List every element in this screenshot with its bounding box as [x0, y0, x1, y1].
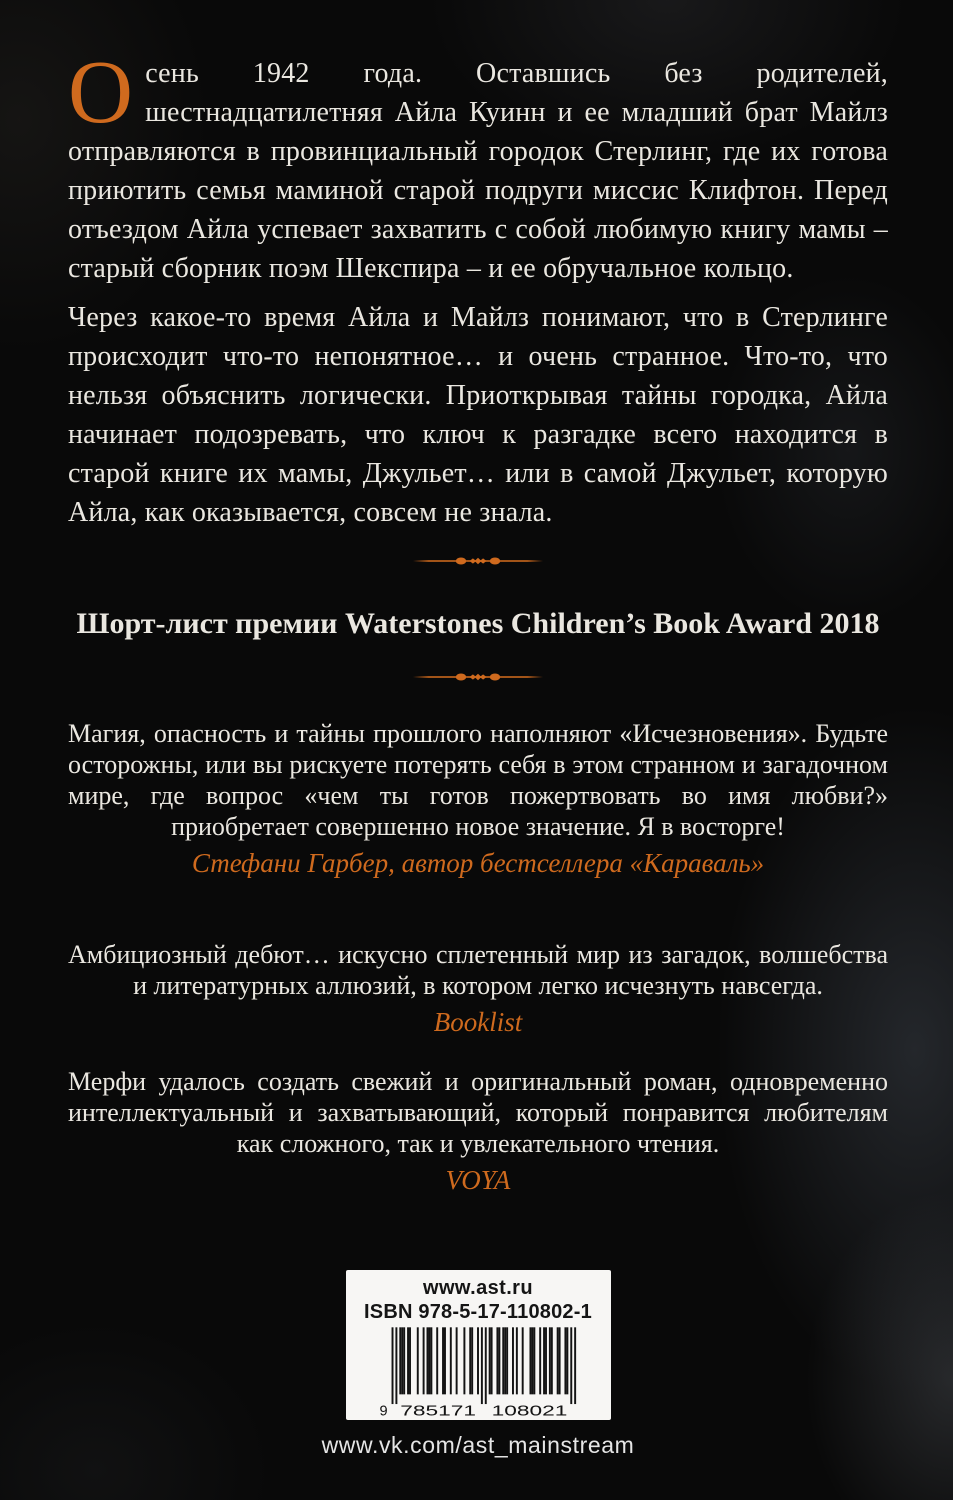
barcode-box: [346, 1270, 611, 1420]
publisher-website: www.ast.ru: [423, 1277, 533, 1299]
vk-community-link: www.vk.com/ast_mainstream: [321, 1432, 635, 1458]
award-shortlist-line: Шорт-лист премии Waterstones Children’s Book Award 2018: [76, 607, 880, 640]
review-attribution-booklist: Booklist: [433, 1007, 523, 1037]
ornament-divider-icon: [413, 554, 543, 568]
annotation-paragraph-2: Через какое-то время Айла и Майлз понимают, что в Стерлинге происходит что-то непонятное… и очень странное. Что-то, что нельзя объяснить логически. Приоткрывая тайны городка, Айла начинает подозревать, что ключ к разгадке всего находится в старой книге их мамы, Джульет… или в самой Джульет, которую Айла, как оказывается, совсем не знала.: [68, 302, 888, 528]
ornament-divider-icon: [413, 670, 543, 684]
annotation-paragraph-1: [68, 43, 888, 288]
review-quote-voya: Мерфи удалось создать свежий и оригинальный роман, одновременно интеллектуальный и захватывающий, который понравится любителям как сложного, так и увлекательного чтения.: [68, 1067, 888, 1158]
ornament-divider-bottom: [68, 670, 888, 684]
review-quote-garber: Магия, опасность и тайны прошлого наполняют «Исчезновения». Будьте осторожны, или вы рискуете потерять себя в этом странном и загадочном мире, где вопрос «чем ты готов пожертвовать во имя любви?» приобретает совершенно новое значение. Я в восторге!: [68, 719, 888, 841]
annotation-paragraph-1-text: сень 1942 года. Оставшись без родителей, шестнадцатилетняя Айла Куинн и ее младший брат Майлз отправляются в провинциальный городок Стерлинг, где их готова приютить семья маминой старой подруги миссис Клифтон. Перед отъездом Айла успевает захватить с собой любимую книгу мамы – старый сборник поэм Шекспира – и ее обручальное кольцо.: [68, 58, 888, 284]
review-attribution-voya: VOYA: [445, 1165, 511, 1195]
isbn-number: ISBN 978-5-17-110802-1: [364, 1301, 592, 1323]
review-quote-booklist: Амбициозный дебют… искусно сплетенный мир из загадок, волшебства и литературных аллюзий, в котором легко исчезнуть навсегда.: [68, 940, 888, 1000]
ornament-divider-top: [68, 554, 888, 568]
svg-text:785171: 785171: [400, 1403, 477, 1419]
svg-text:9: 9: [379, 1403, 388, 1419]
drop-cap-letter: О: [68, 43, 134, 142]
ean13-barcode: [376, 1325, 580, 1419]
svg-text:108021: 108021: [491, 1403, 568, 1419]
review-attribution-garber: Стефани Гарбер, автор бестселлера «Караваль»: [191, 848, 765, 878]
